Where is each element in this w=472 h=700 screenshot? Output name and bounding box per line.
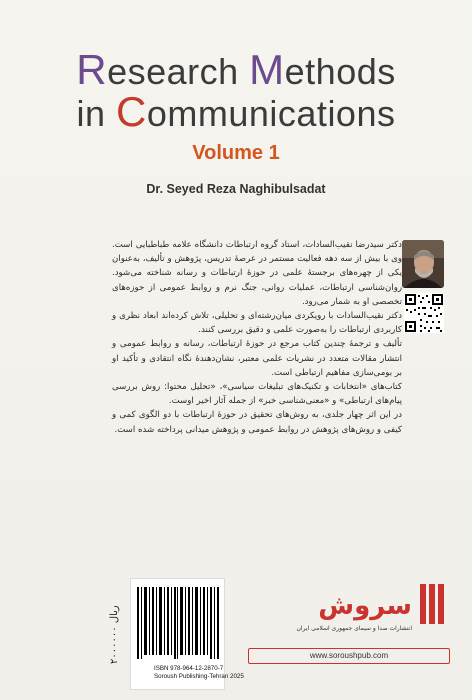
title-initial-c: C bbox=[116, 88, 147, 135]
isbn-number: ISBN 978-964-12-2870-7 bbox=[154, 665, 224, 672]
author-photo bbox=[402, 240, 444, 288]
isbn-text bbox=[154, 665, 244, 681]
bio-paragraph: کتاب‌های «انتخابات و تکنیک‌های تبلیغات سیاسی»، «تحلیل محتوا: روش بررسی پیام‌های ارتباطی» و «معنی‌شناسی خبر» از جمله آثار اخیر اوست. bbox=[112, 382, 402, 407]
volume-label: Volume 1 bbox=[192, 142, 280, 164]
bio-paragraph: دکتر سیدرضا نقیب‌السادات، استاد گروه ارتباطات دانشگاه علامه طباطبایی است. وی با بیش از سه دهه فعالیت مستمر در عرصهٔ تدریس، پژوهش و تألیف، به‌عنوان یکی از چهره‌های برجستهٔ علمی در حوزهٔ ارتباطات و رسانه شناخته می‌شود. روان‌شناسی ارتباطات، عملیات روانی، جنگ نرم و روابط عمومی از حوزه‌های تخصصی او به شمار می‌رود. bbox=[112, 240, 402, 307]
bio-paragraph: دکتر نقیب‌السادات با رویکردی میان‌رشته‌ای و تحلیلی، تلاش کرده‌اند ابعاد نظری و کاربردی ارتباطات را به‌صورت علمی و دقیق بررسی کنند. bbox=[112, 311, 402, 336]
title-word-in: in bbox=[76, 93, 117, 134]
title-line-2 bbox=[0, 88, 472, 135]
publisher-website[interactable]: www.soroushpub.com bbox=[248, 648, 450, 664]
qr-code[interactable] bbox=[404, 293, 444, 333]
bio-paragraph: در این اثر چهار جلدی، به روش‌های تحقیق در حوزهٔ ارتباطات با دو الگوی کمی و کیفی و روش‌های پژوهش در روابط عمومی و پژوهش میدانی پرداخته شده است. bbox=[112, 410, 402, 435]
title-word-3-rest: ommunications bbox=[146, 93, 396, 134]
price-label: ۲۰۰۰۰۰۰ ریال bbox=[109, 605, 120, 665]
bio-paragraph: تألیف و ترجمهٔ چندین کتاب مرجع در حوزهٔ ارتباطات، رسانه و روابط عمومی و انتشار مقالات متعدد در نشریات علمی معتبر، نشان‌دهندهٔ نگاه انتقادی و تأکید او بر بومی‌سازی مفاهیم ارتباطی است. bbox=[112, 339, 402, 378]
title-word-1-rest: esearch bbox=[107, 51, 250, 92]
author-biography bbox=[112, 238, 402, 437]
title-initial-m: M bbox=[249, 46, 285, 93]
publisher-subtitle: انتشارات صدا و سیمای جمهوری اسلامی ایران bbox=[296, 625, 412, 632]
title-line-1 bbox=[0, 46, 472, 93]
barcode-icon bbox=[131, 583, 224, 663]
publisher-logo bbox=[248, 578, 448, 638]
author-name: Dr. Seyed Reza Naghibulsadat bbox=[146, 182, 326, 196]
publisher-name: سروش bbox=[318, 591, 412, 621]
title-initial-r: R bbox=[76, 46, 108, 93]
title-word-2-rest: ethods bbox=[284, 51, 396, 92]
imprint-line: Soroush Publishing-Tehran 2025 bbox=[154, 673, 244, 680]
